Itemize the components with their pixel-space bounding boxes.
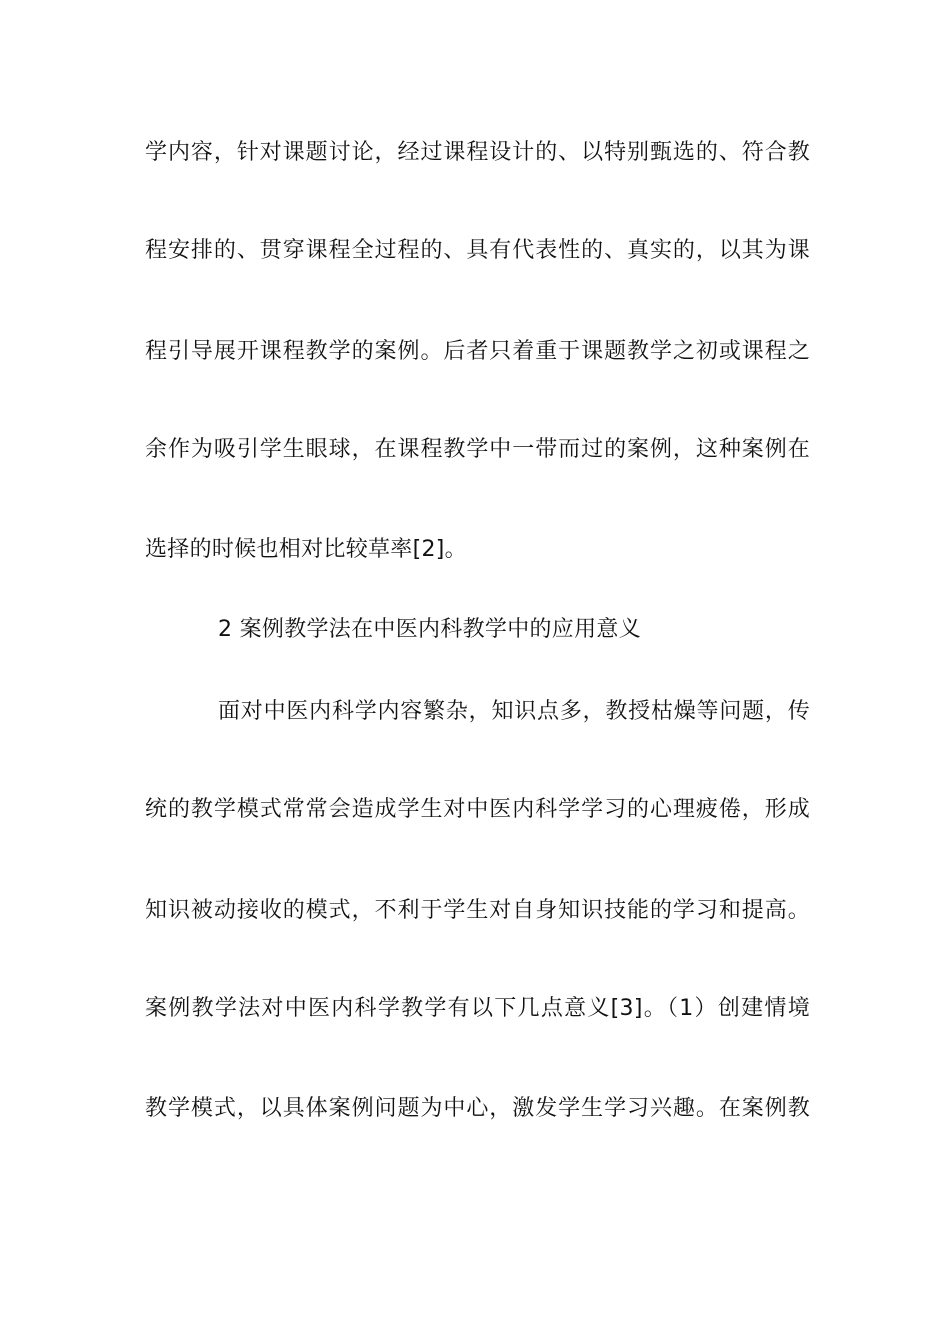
paragraph-line: 学内容，针对课题讨论，经过课程设计的、以特别甄选的、符合教 [145, 140, 810, 165]
paragraph-line: 知识被动接收的模式，不利于学生对自身知识技能的学习和提高。 [145, 898, 810, 923]
paragraph-line: 程安排的、贯穿课程全过程的、具有代表性的、真实的，以其为课 [145, 238, 810, 263]
paragraph-line: 案例教学法对中医内科学教学有以下几点意义[3]。（1）创建情境 [145, 996, 810, 1021]
paragraph-line: 余作为吸引学生眼球，在课程教学中一带而过的案例，这种案例在 [145, 437, 810, 462]
paragraph-first-line: 面对中医内科学内容繁杂，知识点多，教授枯燥等问题，传 [218, 699, 810, 724]
paragraph-line: 教学模式，以具体案例问题为中心，激发学生学习兴趣。在案例教 [145, 1096, 810, 1121]
paragraph-line: 程引导展开课程教学的案例。后者只着重于课题教学之初或课程之 [145, 339, 810, 364]
section-heading: 2 案例教学法在中医内科教学中的应用意义 [218, 617, 641, 642]
paragraph-line: 统的教学模式常常会造成学生对中医内科学学习的心理疲倦，形成 [145, 797, 810, 822]
paragraph-line-last: 选择的时候也相对比较草率[2]。 [145, 537, 467, 562]
